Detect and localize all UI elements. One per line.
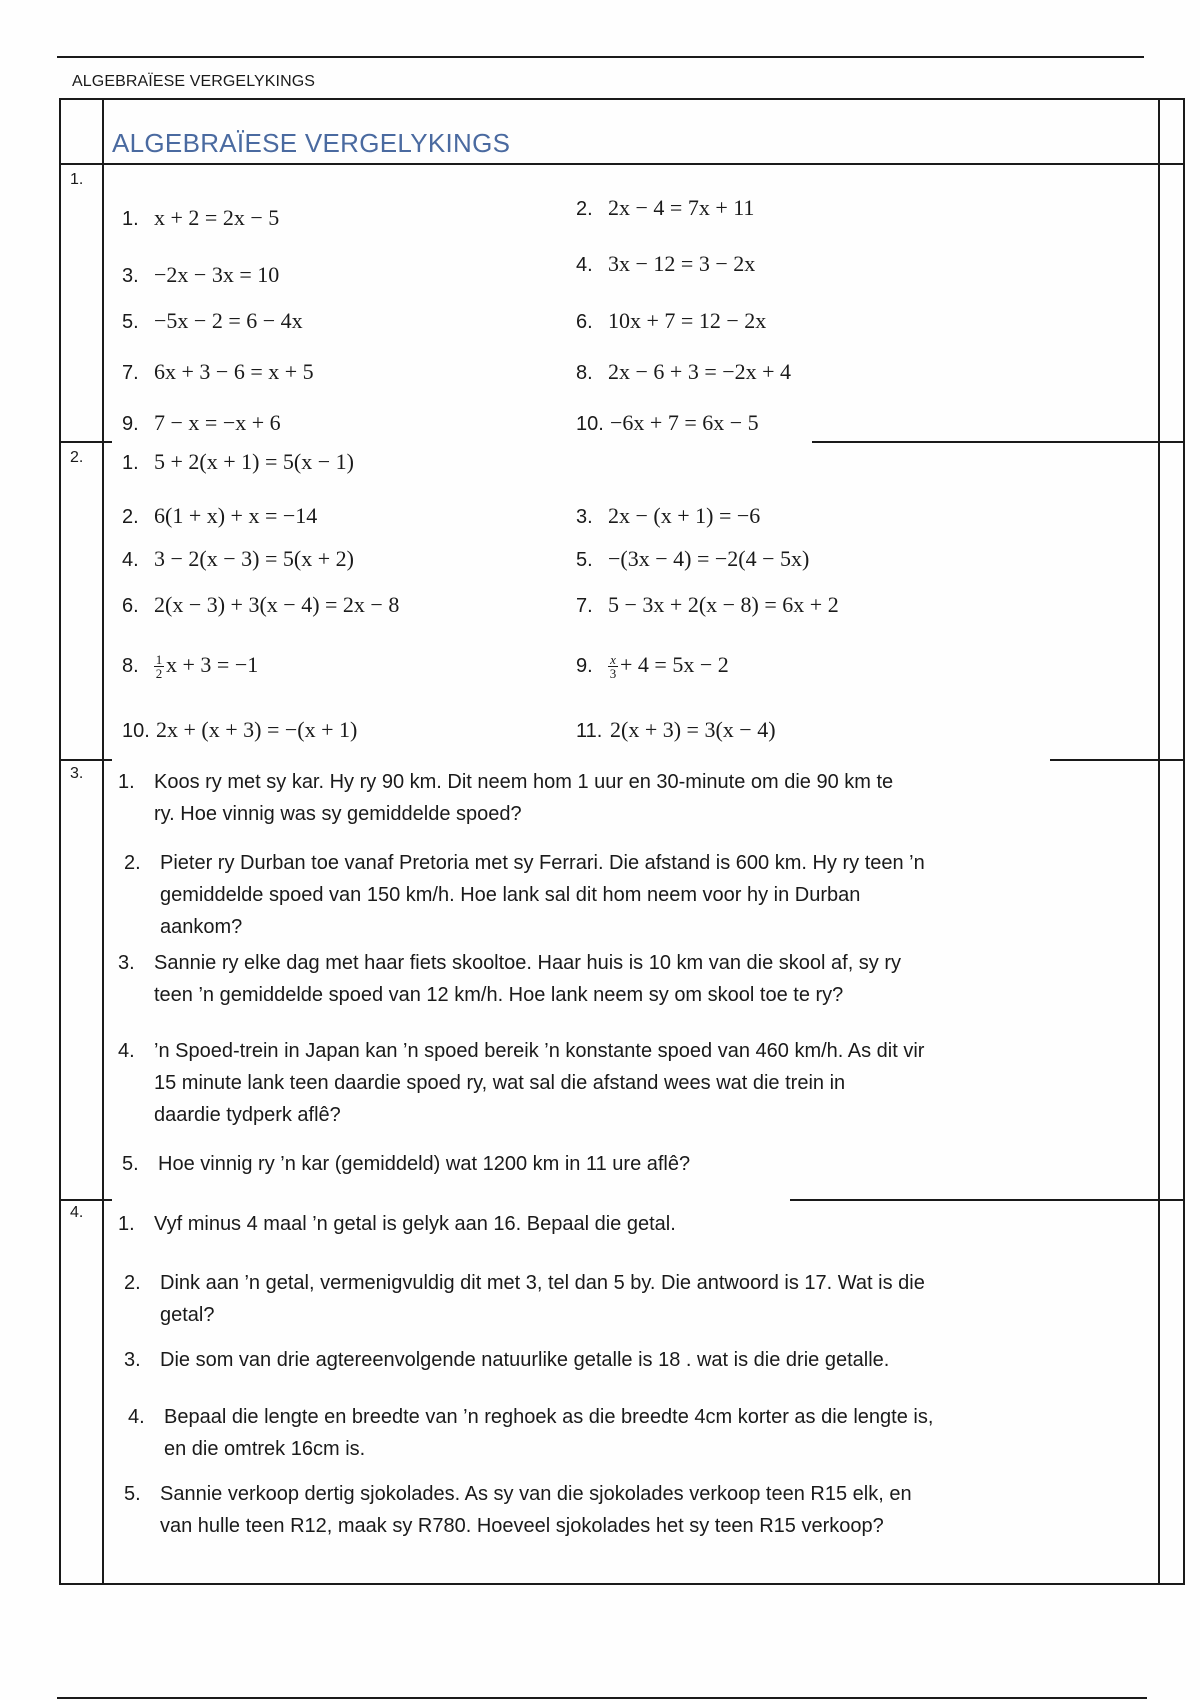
- equation-item: 5. −(3x − 4) = −2(4 − 5x): [576, 546, 810, 571]
- section-3-divider-right: [790, 1199, 1185, 1201]
- equation-item: 1. 5 + 2(x + 1) = 5(x − 1): [122, 449, 354, 474]
- equation-item: 6. 2(x − 3) + 3(x − 4) = 2x − 8: [122, 592, 400, 617]
- section-number-4: 4.: [70, 1204, 84, 1221]
- section-number-1: 1.: [70, 171, 84, 188]
- worksheet-title: ALGEBRAÏESE VERGELYKINGS: [112, 128, 511, 158]
- table-top-border: [59, 98, 1185, 100]
- section-1-divider-left: [59, 441, 112, 443]
- equation-item: 8. 2x − 6 + 3 = −2x + 4: [576, 359, 792, 384]
- word-problem: 4. ’n Spoed-trein in Japan kan ’n spoed bereik ’n konstante spoed van 460 km/h. As dit vir 15 minute lank teen daardie spoed ry, wat sal die afstand wees wat die trein in daardie tydperk aflê?: [118, 1040, 925, 1126]
- section-number-3: 3.: [70, 765, 84, 782]
- equation-item: 3. 2x − (x + 1) = −6: [576, 503, 761, 528]
- equation-text: 7 − x = −x + 6: [154, 410, 281, 435]
- equation-item: 9. 7 − x = −x + 6: [122, 410, 281, 435]
- equation-item: 7. 6x + 3 − 6 = x + 5: [122, 359, 314, 384]
- equation-text: 10x + 7 = 12 − 2x: [608, 308, 767, 333]
- equation-text: 3 − 2(x − 3) = 5(x + 2): [154, 546, 354, 571]
- equation-text: 3x − 12 = 3 − 2x: [608, 251, 756, 276]
- section-number-2: 2.: [70, 449, 84, 466]
- equation-text: −(3x − 4) = −2(4 − 5x): [608, 546, 810, 571]
- equation-text: 2x − 4 = 7x + 11: [608, 195, 755, 220]
- equation-text: −6x + 7 = 6x − 5: [610, 410, 759, 435]
- equation-item: 1. x + 2 = 2x − 5: [122, 205, 280, 230]
- equation-item: 2. 6(1 + x) + x = −14: [122, 503, 318, 528]
- equation-item: 11. 2(x + 3) = 3(x − 4): [576, 717, 776, 742]
- word-problem: 2. Dink aan ’n getal, vermenigvuldig dit met 3, tel dan 5 by. Die antwoord is 17. Wat is die getal?: [124, 1272, 925, 1326]
- word-problem: 5. Sannie verkoop dertig sjokolades. As sy van die sjokolades verkoop teen R15 elk, en van hulle teen R12, maak sy R780. Hoeveel sjokolades het sy teen R15 verkoop?: [124, 1483, 912, 1537]
- equation-text: 6x + 3 − 6 = x + 5: [154, 359, 314, 384]
- equation-text: 5 + 2(x + 1) = 5(x − 1): [154, 449, 354, 474]
- equation-item: 4. 3 − 2(x − 3) = 5(x + 2): [122, 546, 354, 571]
- equation-text: 5 − 3x + 2(x − 8) = 6x + 2: [608, 592, 839, 617]
- table-left-border: [59, 98, 61, 1585]
- fraction: $\frac{x}{3}$: [609, 652, 617, 682]
- fraction: $\frac{1}{2}$: [155, 652, 163, 682]
- equation-text: 2(x − 3) + 3(x − 4) = 2x − 8: [154, 592, 400, 617]
- word-problem: 3. Sannie ry elke dag met haar fiets skooltoe. Haar huis is 10 km van die skool af, sy ry teen ’n gemiddelde spoed van 12 km/h. Hoe lank neem sy om skool toe te ry?: [118, 952, 902, 1006]
- equation-text: x + 3 = −1: [166, 652, 259, 677]
- equation-item: 7. 5 − 3x + 2(x − 8) = 6x + 2: [576, 592, 839, 617]
- title-row-divider: [59, 163, 1185, 165]
- word-problem: 3. Die som van drie agtereenvolgende natuurlike getalle is 18 . wat is die drie getalle.: [124, 1349, 890, 1371]
- equation-text: + 4 = 5x − 2: [620, 652, 729, 677]
- equation-item: 6. 10x + 7 = 12 − 2x: [576, 308, 767, 333]
- equation-item: 10. −6x + 7 = 6x − 5: [576, 410, 759, 435]
- equation-item: 2. 2x − 4 = 7x + 11: [576, 195, 755, 220]
- table-right-col-divider: [1158, 98, 1160, 1585]
- equation-item: 8. $\frac{1}{2}$ x + 3 = −1: [122, 652, 259, 682]
- section-3-divider-left: [59, 1199, 112, 1201]
- equation-item: 5. −5x − 2 = 6 − 4x: [122, 308, 303, 333]
- page-top-rule: [57, 56, 1144, 58]
- equation-text: −5x − 2 = 6 − 4x: [154, 308, 303, 333]
- page-bottom-rule: [57, 1697, 1147, 1699]
- word-problem: 5. Hoe vinnig ry ’n kar (gemiddeld) wat 1200 km in 11 ure aflê?: [122, 1153, 691, 1175]
- equation-item: 3. −2x − 3x = 10: [122, 262, 280, 287]
- section-1-divider-right: [812, 441, 1185, 443]
- word-problem: 1. Koos ry met sy kar. Hy ry 90 km. Dit neem hom 1 uur en 30-minute om die 90 km te ry. Hoe vinnig was sy gemiddelde spoed?: [118, 771, 894, 825]
- equation-text: 2x − (x + 1) = −6: [608, 503, 761, 528]
- equation-text: −2x − 3x = 10: [154, 262, 280, 287]
- equation-text: 6(1 + x) + x = −14: [154, 503, 318, 528]
- section-2-divider-right: [1050, 759, 1185, 761]
- word-problem: 2. Pieter ry Durban toe vanaf Pretoria met sy Ferrari. Die afstand is 600 km. Hy ry teen ’n gemiddelde spoed van 150 km/h. Hoe lank sal dit hom neem voor hy in Durban aankom?: [124, 852, 925, 938]
- table-right-border: [1183, 98, 1185, 1585]
- table-number-col-divider: [102, 98, 104, 1585]
- section-2-divider-left: [59, 759, 112, 761]
- word-problem: 4. Bepaal die lengte en breedte van ’n reghoek as die breedte 4cm korter as die lengte is, en die omtrek 16cm is.: [128, 1406, 934, 1460]
- equation-item: 10. 2x + (x + 3) = −(x + 1): [122, 717, 358, 742]
- equation-text: 2x + (x + 3) = −(x + 1): [156, 717, 358, 742]
- equation-item: 4. 3x − 12 = 3 − 2x: [576, 251, 756, 276]
- word-problem: 1. Vyf minus 4 maal ’n getal is gelyk aan 16. Bepaal die getal.: [118, 1213, 676, 1235]
- equation-text: 2(x + 3) = 3(x − 4): [610, 717, 776, 742]
- running-header: ALGEBRAÏESE VERGELYKINGS: [72, 73, 316, 90]
- equation-text: x + 2 = 2x − 5: [154, 205, 280, 230]
- equation-text: 2x − 6 + 3 = −2x + 4: [608, 359, 792, 384]
- table-bottom-border: [59, 1583, 1185, 1585]
- equation-item: 9. $\frac{x}{3}$ + 4 = 5x − 2: [576, 652, 729, 682]
